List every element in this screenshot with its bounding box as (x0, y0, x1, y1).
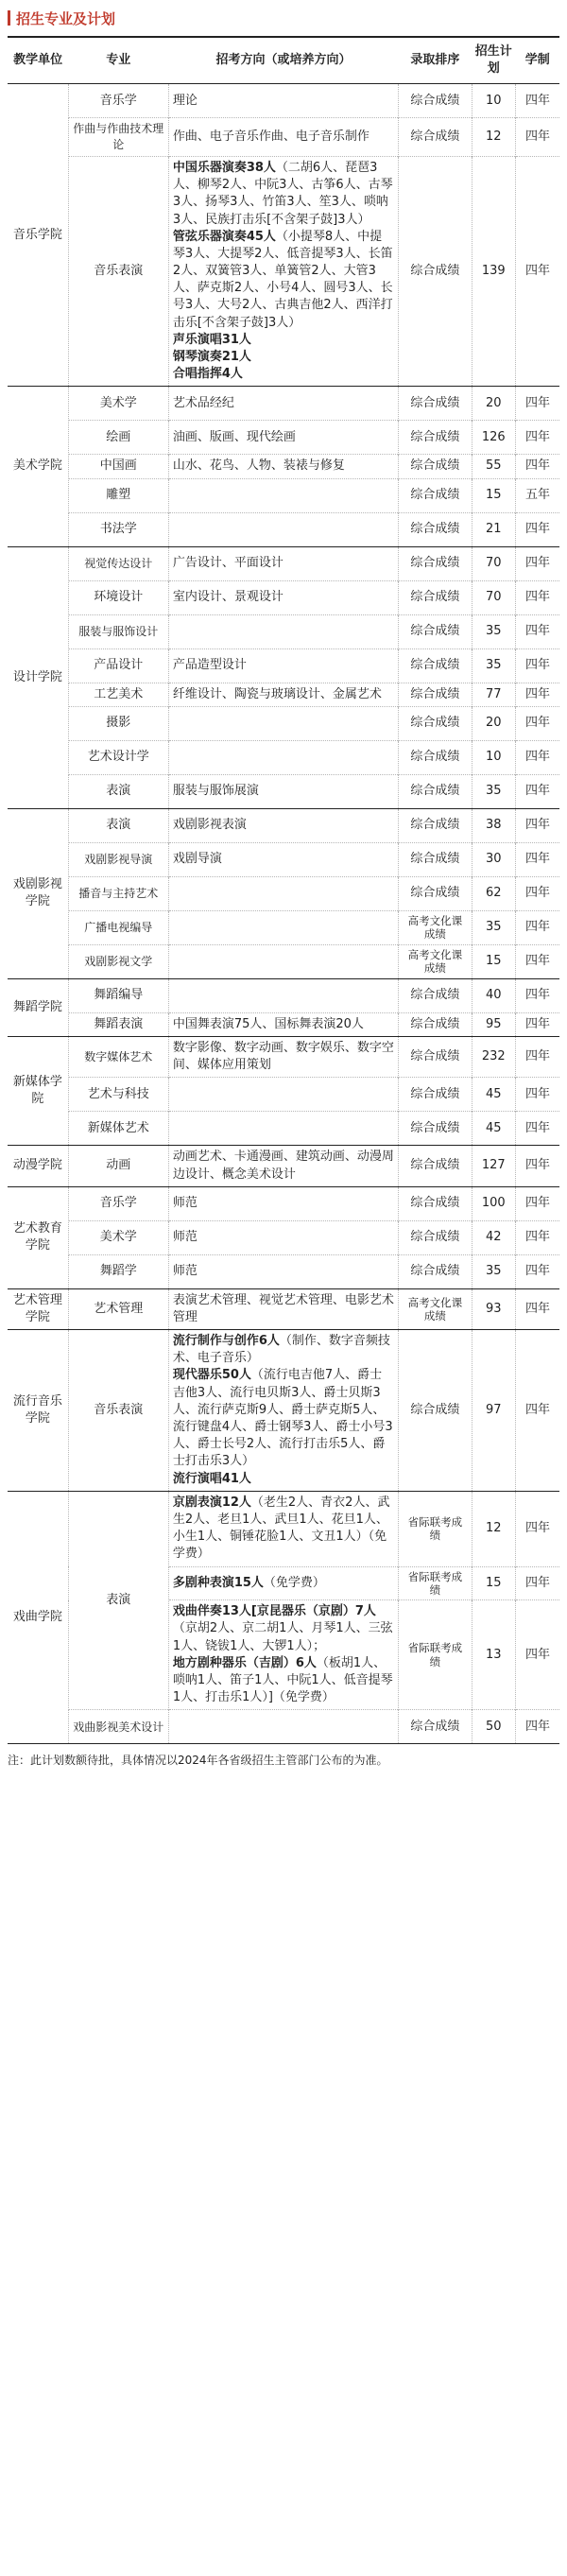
plan-cell: 45 (472, 1078, 515, 1112)
table-row (8, 1220, 559, 1254)
table-row (8, 1710, 559, 1744)
direction-cell (168, 1330, 398, 1492)
years-cell: 四年 (525, 716, 551, 731)
table-row (8, 808, 559, 842)
major-cell: 作曲与作曲技术理论 (68, 118, 168, 157)
years-cell: 四年 (525, 1016, 551, 1031)
rank-cell: 综合成绩 (399, 512, 472, 546)
major-cell: 音乐学 (68, 84, 168, 118)
major-cell: 美术学 (68, 387, 168, 421)
years-cell: 四年 (525, 1230, 551, 1245)
plan-cell: 232 (472, 1036, 515, 1077)
plan-cell: 35 (472, 614, 515, 648)
rank-cell: 综合成绩 (399, 683, 472, 706)
major-cell: 美术学 (68, 1220, 168, 1254)
direction-text: 纤维设计、陶瓷与玻璃设计、金属艺术 (172, 686, 382, 701)
plan-cell: 93 (472, 1288, 515, 1329)
major-cell: 中国画 (68, 455, 168, 478)
direction-text: （老生2人、青衣2人、武生2人、老旦1人、武旦1人、花旦1人、小生1人、铜锤花脸1人、文丑1人）（免学费） (172, 1495, 390, 1562)
direction-cell (168, 1012, 398, 1036)
direction-highlight: 钢琴演奏21人 (172, 350, 251, 365)
college-cell: 艺术管理学院 (8, 1288, 68, 1329)
plan-cell: 70 (472, 580, 515, 614)
direction-text: 理论 (172, 93, 198, 108)
rank-cell: 综合成绩 (399, 1112, 472, 1146)
major-cell: 绘画 (68, 421, 168, 455)
major-cell: 舞蹈表演 (68, 1012, 168, 1036)
years-cell: 四年 (525, 750, 551, 765)
rank-cell: 省际联考成绩 (399, 1600, 472, 1710)
major-cell: 表演 (68, 774, 168, 808)
major-cell: 表演 (68, 808, 168, 842)
years-cell: 五年 (525, 488, 551, 502)
rank-cell: 综合成绩 (399, 1186, 472, 1220)
rank-cell: 综合成绩 (399, 978, 472, 1012)
years-cell: 四年 (525, 590, 551, 604)
plan-cell: 10 (472, 84, 515, 118)
direction-cell (168, 478, 398, 512)
rank-cell: 综合成绩 (399, 156, 472, 386)
years-cell: 四年 (525, 264, 551, 279)
table-row (8, 421, 559, 455)
direction-cell (168, 1710, 398, 1744)
plan-cell: 55 (472, 455, 515, 478)
major-cell: 戏曲影视美术设计 (68, 1710, 168, 1744)
years-cell: 四年 (525, 852, 551, 867)
direction-text: 师范 (172, 1264, 198, 1279)
table-row (8, 1491, 559, 1566)
table-row (8, 614, 559, 648)
direction-cell (168, 1600, 398, 1710)
years-cell: 四年 (525, 658, 551, 672)
direction-cell (168, 580, 398, 614)
direction-text: 动画艺术、卡通漫画、建筑动画、动漫周边设计、概念美术设计 (172, 1150, 394, 1182)
plan-cell: 15 (472, 1566, 515, 1600)
rank-cell: 省际联考成绩 (399, 1566, 472, 1600)
years-cell: 四年 (525, 1575, 551, 1590)
plan-cell: 13 (472, 1600, 515, 1710)
years-cell: 四年 (525, 1158, 551, 1173)
major-cell: 广播电视编导 (68, 910, 168, 944)
direction-text: （京胡2人、京二胡1人、月琴1人、三弦1人、铙钹1人、大锣1人）； (172, 1621, 393, 1653)
header-college: 教学单位 (8, 37, 68, 84)
direction-cell (168, 1146, 398, 1186)
direction-cell (168, 774, 398, 808)
header-direction: 招考方向（或培养方向） (168, 37, 398, 84)
direction-text: （二胡6人、琵琶3人、柳琴2人、中阮3人、古筝6人、古琴3人、扬琴3人、竹笛3人、笙3人、唢呐3人、民族打击乐[不含架子鼓]3人） (172, 160, 393, 227)
major-cell: 产品设计 (68, 648, 168, 683)
years-cell: 四年 (525, 93, 551, 108)
rank-cell: 综合成绩 (399, 876, 472, 910)
college-cell: 音乐学院 (8, 84, 68, 387)
rank-cell: 综合成绩 (399, 1146, 472, 1186)
header-major: 专业 (68, 37, 168, 84)
table-row (8, 1036, 559, 1077)
years-cell: 四年 (525, 1647, 551, 1662)
rank-cell: 综合成绩 (399, 84, 472, 118)
direction-cell (168, 1566, 398, 1600)
major-cell: 音乐学 (68, 1186, 168, 1220)
plan-cell: 35 (472, 910, 515, 944)
rank-cell: 高考文化课成绩 (399, 944, 472, 978)
direction-text: （板胡1人、唢呐1人、笛子1人、中阮1人、低音提琴1人、打击乐1人）]（免学费） (172, 1655, 393, 1705)
direction-highlight: 地方剧种器乐（吉剧）6人 (172, 1655, 317, 1670)
direction-text: 戏剧影视表演 (172, 818, 247, 833)
direction-text: 油画、版画、现代绘画 (172, 429, 296, 444)
table-row (8, 774, 559, 808)
years-cell: 四年 (525, 522, 551, 536)
plan-cell: 21 (472, 512, 515, 546)
years-cell: 四年 (525, 1402, 551, 1417)
direction-text: 山水、花鸟、人物、装裱与修复 (172, 458, 345, 474)
direction-cell (168, 614, 398, 648)
direction-text: 表演艺术管理、视觉艺术管理、电影艺术管理 (172, 1292, 394, 1324)
table-row (8, 478, 559, 512)
rank-cell: 综合成绩 (399, 648, 472, 683)
plan-cell: 35 (472, 648, 515, 683)
major-cell: 动画 (68, 1146, 168, 1186)
plan-cell: 50 (472, 1710, 515, 1744)
direction-cell (168, 1112, 398, 1146)
years-cell: 四年 (525, 1120, 551, 1135)
table-row (8, 1112, 559, 1146)
plan-cell: 97 (472, 1330, 515, 1492)
direction-text: 师范 (172, 1196, 198, 1211)
rank-cell: 综合成绩 (399, 1012, 472, 1036)
direction-text: 广告设计、平面设计 (172, 556, 284, 570)
years-cell: 四年 (525, 1521, 551, 1536)
plan-cell: 139 (472, 156, 515, 386)
direction-highlight: 京剧表演12人 (172, 1495, 251, 1510)
table-row (8, 706, 559, 740)
rank-cell: 省际联考成绩 (399, 1491, 472, 1566)
table-row (8, 1078, 559, 1112)
header-plan: 招生计划 (472, 37, 515, 84)
rank-cell: 综合成绩 (399, 614, 472, 648)
direction-highlight: 现代器乐50人 (172, 1368, 251, 1383)
direction-text: （免学费） (263, 1575, 325, 1590)
college-cell: 美术学院 (8, 387, 68, 546)
direction-cell (168, 421, 398, 455)
college-cell: 舞蹈学院 (8, 978, 68, 1036)
plan-cell: 12 (472, 1491, 515, 1566)
table-body (8, 84, 559, 1744)
rank-cell: 高考文化课成绩 (399, 1288, 472, 1329)
years-cell: 四年 (525, 395, 551, 410)
years-cell: 四年 (525, 886, 551, 901)
rank-cell: 综合成绩 (399, 1710, 472, 1744)
plan-cell: 12 (472, 118, 515, 157)
direction-text: 数字影像、数字动画、数字娱乐、数字空间、媒体应用策划 (172, 1040, 394, 1073)
plan-cell: 10 (472, 740, 515, 774)
years-cell: 四年 (525, 784, 551, 799)
direction-cell (168, 156, 398, 386)
table-row (8, 1012, 559, 1036)
direction-cell (168, 118, 398, 157)
college-cell: 动漫学院 (8, 1146, 68, 1186)
plan-cell: 35 (472, 1254, 515, 1288)
major-cell: 新媒体艺术 (68, 1112, 168, 1146)
major-cell: 数字媒体艺术 (68, 1036, 168, 1077)
major-cell: 舞蹈编导 (68, 978, 168, 1012)
rank-cell: 综合成绩 (399, 478, 472, 512)
table-row (8, 1146, 559, 1186)
table-row (8, 156, 559, 386)
table-row (8, 683, 559, 706)
years-cell: 四年 (525, 988, 551, 1003)
direction-text: 师范 (172, 1230, 198, 1245)
major-cell: 戏剧影视导演 (68, 842, 168, 876)
rank-cell: 综合成绩 (399, 842, 472, 876)
direction-cell (168, 842, 398, 876)
direction-cell (168, 1491, 398, 1566)
major-cell: 视觉传达设计 (68, 546, 168, 580)
rank-cell: 综合成绩 (399, 118, 472, 157)
years-cell: 四年 (525, 954, 551, 969)
rank-cell: 综合成绩 (399, 706, 472, 740)
years-cell: 四年 (525, 686, 551, 701)
title-text: 招生专业及计划 (16, 9, 116, 27)
college-cell: 戏剧影视学院 (8, 808, 68, 978)
section-title (8, 6, 559, 30)
major-cell: 服装与服饰设计 (68, 614, 168, 648)
direction-text: （流行电吉他7人、爵士吉他3人、流行电贝斯3人、爵士贝斯3人、流行萨克斯9人、爵士萨克斯5人、流行键盘4人、爵士钢琴3人、爵士小号3人、爵士长号2人、流行打击乐5人、爵士打击乐3人） (172, 1368, 393, 1469)
table-header-row (8, 37, 559, 84)
rank-cell: 综合成绩 (399, 580, 472, 614)
rank-cell: 综合成绩 (399, 455, 472, 478)
direction-cell (168, 910, 398, 944)
years-cell: 四年 (525, 429, 551, 444)
major-cell: 书法学 (68, 512, 168, 546)
major-cell: 播音与主持艺术 (68, 876, 168, 910)
direction-cell (168, 387, 398, 421)
years-cell: 四年 (525, 1264, 551, 1279)
plan-cell: 127 (472, 1146, 515, 1186)
table-row (8, 580, 559, 614)
major-cell: 戏剧影视文学 (68, 944, 168, 978)
rank-cell: 综合成绩 (399, 808, 472, 842)
plan-cell: 70 (472, 546, 515, 580)
years-cell: 四年 (525, 130, 551, 145)
direction-cell (168, 740, 398, 774)
years-cell: 四年 (525, 1086, 551, 1101)
direction-highlight: 流行制作与创作6人 (172, 1334, 280, 1349)
direction-cell (168, 1078, 398, 1112)
rank-cell: 综合成绩 (399, 1254, 472, 1288)
direction-cell (168, 978, 398, 1012)
plan-cell: 45 (472, 1112, 515, 1146)
direction-cell (168, 944, 398, 978)
direction-highlight: 多剧种表演15人 (172, 1575, 264, 1590)
years-cell: 四年 (525, 1719, 551, 1734)
plan-cell: 38 (472, 808, 515, 842)
major-cell: 表演 (68, 1491, 168, 1710)
direction-cell (168, 1288, 398, 1329)
years-cell: 四年 (525, 1049, 551, 1064)
college-cell: 流行音乐学院 (8, 1330, 68, 1492)
years-cell: 四年 (525, 920, 551, 935)
direction-text: 室内设计、景观设计 (172, 590, 284, 604)
table-row (8, 1288, 559, 1329)
plan-cell: 20 (472, 387, 515, 421)
plan-cell: 40 (472, 978, 515, 1012)
direction-text: （制作、数字音频技术、电子音乐） (172, 1334, 390, 1366)
plan-cell: 30 (472, 842, 515, 876)
rank-cell: 综合成绩 (399, 546, 472, 580)
plan-cell: 126 (472, 421, 515, 455)
direction-cell (168, 1036, 398, 1077)
direction-cell (168, 546, 398, 580)
college-cell: 新媒体学院 (8, 1036, 68, 1145)
rank-cell: 综合成绩 (399, 1220, 472, 1254)
direction-highlight: 声乐演唱31人 (172, 332, 251, 347)
direction-cell (168, 1254, 398, 1288)
table-row (8, 1186, 559, 1220)
direction-highlight: 合唱指挥4人 (172, 367, 243, 382)
years-cell: 四年 (525, 1196, 551, 1211)
table-row (8, 118, 559, 157)
direction-text: 戏剧导演 (172, 852, 222, 867)
direction-cell (168, 808, 398, 842)
direction-cell (168, 1220, 398, 1254)
major-cell: 艺术管理 (68, 1288, 168, 1329)
major-cell: 舞蹈学 (68, 1254, 168, 1288)
direction-text: 艺术品经纪 (172, 395, 234, 410)
rank-cell: 综合成绩 (399, 774, 472, 808)
header-rank: 录取排序 (399, 37, 472, 84)
direction-cell (168, 876, 398, 910)
title-marker (8, 10, 10, 26)
plan-cell: 20 (472, 706, 515, 740)
table-row (8, 84, 559, 118)
table-row (8, 842, 559, 876)
table-row (8, 944, 559, 978)
major-cell: 摄影 (68, 706, 168, 740)
college-cell: 戏曲学院 (8, 1491, 68, 1744)
major-cell: 艺术设计学 (68, 740, 168, 774)
table-row (8, 740, 559, 774)
direction-highlight: 管弦乐器演奏45人 (172, 229, 276, 244)
footnote: 注：此计划数额待批，具体情况以2024年各省级招生主管部门公布的为准。 (8, 1754, 388, 1768)
rank-cell: 综合成绩 (399, 1078, 472, 1112)
rank-cell: 综合成绩 (399, 1036, 472, 1077)
years-cell: 四年 (525, 556, 551, 570)
major-cell: 音乐表演 (68, 1330, 168, 1492)
plan-cell: 15 (472, 944, 515, 978)
rank-cell: 综合成绩 (399, 387, 472, 421)
rank-cell: 高考文化课成绩 (399, 910, 472, 944)
rank-cell: 综合成绩 (399, 1330, 472, 1492)
direction-text: （小提琴8人、中提琴3人、大提琴2人、低音提琴3人、长笛2人、双簧管3人、单簧管2人、大管3人、萨克斯2人、小号4人、圆号3人、长号3人、大号2人、古典吉他2人、西洋打击乐[不含架子鼓]3人） (172, 229, 393, 330)
direction-text: 产品造型设计 (172, 658, 247, 672)
direction-highlight: 戏曲伴奏13人[京昆器乐（京剧）7人 (172, 1604, 376, 1619)
major-cell: 环境设计 (68, 580, 168, 614)
direction-cell (168, 84, 398, 118)
plan-cell: 77 (472, 683, 515, 706)
years-cell: 四年 (525, 624, 551, 638)
direction-highlight: 流行演唱41人 (172, 1471, 251, 1486)
direction-text: 中国舞表演75人、国标舞表演20人 (172, 1016, 364, 1031)
table-row (8, 455, 559, 478)
rank-cell: 综合成绩 (399, 740, 472, 774)
direction-cell (168, 648, 398, 683)
plan-cell: 15 (472, 478, 515, 512)
direction-cell (168, 706, 398, 740)
direction-cell (168, 1186, 398, 1220)
major-cell: 艺术与科技 (68, 1078, 168, 1112)
direction-text: 作曲、电子音乐作曲、电子音乐制作 (172, 130, 369, 145)
admission-table (8, 36, 559, 1744)
table-row (8, 910, 559, 944)
major-cell: 雕塑 (68, 478, 168, 512)
table-row (8, 387, 559, 421)
table-row (8, 1330, 559, 1492)
direction-cell (168, 512, 398, 546)
direction-cell (168, 455, 398, 478)
header-years: 学制 (516, 37, 559, 84)
years-cell: 四年 (525, 1301, 551, 1316)
college-cell: 设计学院 (8, 546, 68, 808)
table-row (8, 648, 559, 683)
direction-cell (168, 683, 398, 706)
plan-cell: 35 (472, 774, 515, 808)
major-cell: 工艺美术 (68, 683, 168, 706)
plan-cell: 42 (472, 1220, 515, 1254)
direction-highlight: 中国乐器演奏38人 (172, 160, 276, 175)
direction-text: 服装与服饰展演 (172, 784, 259, 799)
plan-cell: 95 (472, 1012, 515, 1036)
table-row (8, 512, 559, 546)
table-row (8, 876, 559, 910)
plan-cell: 100 (472, 1186, 515, 1220)
table-row (8, 978, 559, 1012)
years-cell: 四年 (525, 818, 551, 833)
rank-cell: 综合成绩 (399, 421, 472, 455)
plan-cell: 62 (472, 876, 515, 910)
table-row (8, 546, 559, 580)
major-cell: 音乐表演 (68, 156, 168, 386)
years-cell: 四年 (525, 458, 551, 474)
college-cell: 艺术教育学院 (8, 1186, 68, 1288)
table-row (8, 1254, 559, 1288)
